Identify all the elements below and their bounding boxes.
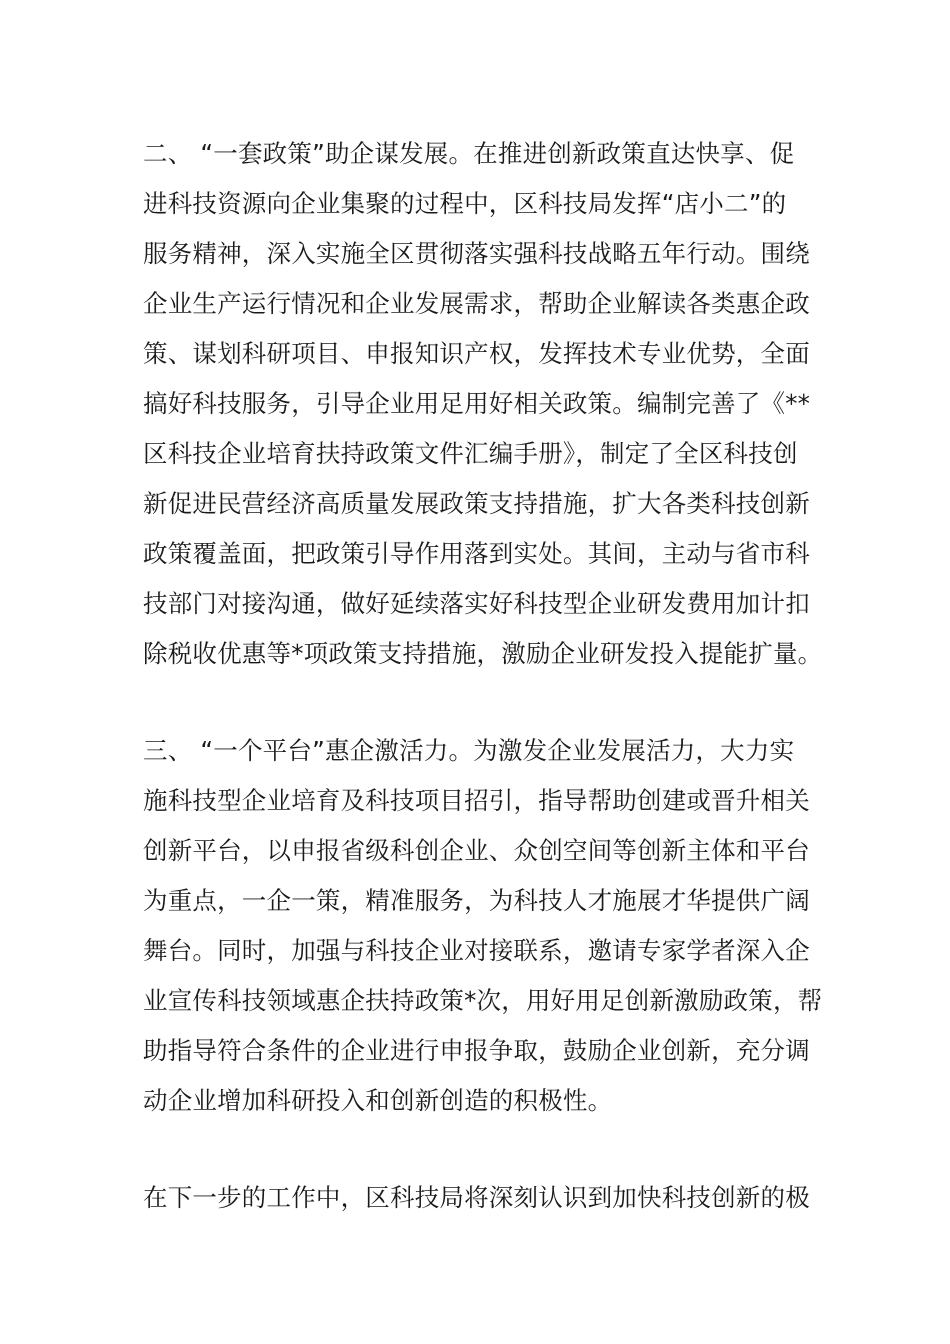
text-line: 新促进民营经济高质量发展政策支持措施，扩大各类科技创新 (143, 489, 810, 518)
text-line: 区科技企业培育扶持政策文件汇编手册》，制定了全区科技创 (143, 439, 798, 468)
text-line: 业宣传科技领域惠企扶持政策*次，用好用足创新激励政策，帮 (143, 986, 823, 1015)
text-line: 舞台。同时，加强与科技企业对接联系，邀请专家学者深入企 (143, 936, 810, 965)
text-line: 企业生产运行情况和企业发展需求，帮助企业解读各类惠企政 (143, 289, 810, 318)
text-line: 策、谋划科研项目、申报知识产权，发挥技术专业优势，全面 (143, 339, 810, 368)
text-line: 政策覆盖面，把政策引导作用落到实处。其间，主动与省市科 (143, 539, 810, 568)
text-line: 服务精神，深入实施全区贯彻落实强科技战略五年行动。围绕 (143, 239, 810, 268)
text-line: 创新平台，以申报省级科创企业、众创空间等创新主体和平台 (143, 836, 810, 865)
text-line: 三、 “一个平台”惠企激活力。为激发企业发展活力，大力实 (143, 736, 795, 765)
text-line: 搞好科技服务，引导企业用足用好相关政策。编制完善了《** (143, 389, 811, 418)
text-line: 动企业增加科研投入和创新创造的积极性。 (143, 1086, 613, 1115)
text-line: 二、 “一套政策”助企谋发展。在推进创新政策直达快享、促 (143, 139, 795, 168)
text-line: 进科技资源向企业集聚的过程中，区科技局发挥“店小二”的 (143, 189, 787, 218)
text-line: 为重点，一企一策，精准服务，为科技人才施展才华提供广阔 (143, 886, 810, 915)
text-line: 助指导符合条件的企业进行申报争取，鼓励企业创新，充分调 (143, 1036, 810, 1065)
text-line: 施科技型企业培育及科技项目招引，指导帮助创建或晋升相关 (143, 786, 810, 815)
text-line: 除税收优惠等*项政策支持措施，激励企业研发投入提能扩量。 (143, 639, 823, 668)
text-line: 在下一步的工作中，区科技局将深刻认识到加快科技创新的极 (143, 1183, 810, 1212)
text-line: 技部门对接沟通，做好延续落实好科技型企业研发费用加计扣 (143, 589, 810, 618)
